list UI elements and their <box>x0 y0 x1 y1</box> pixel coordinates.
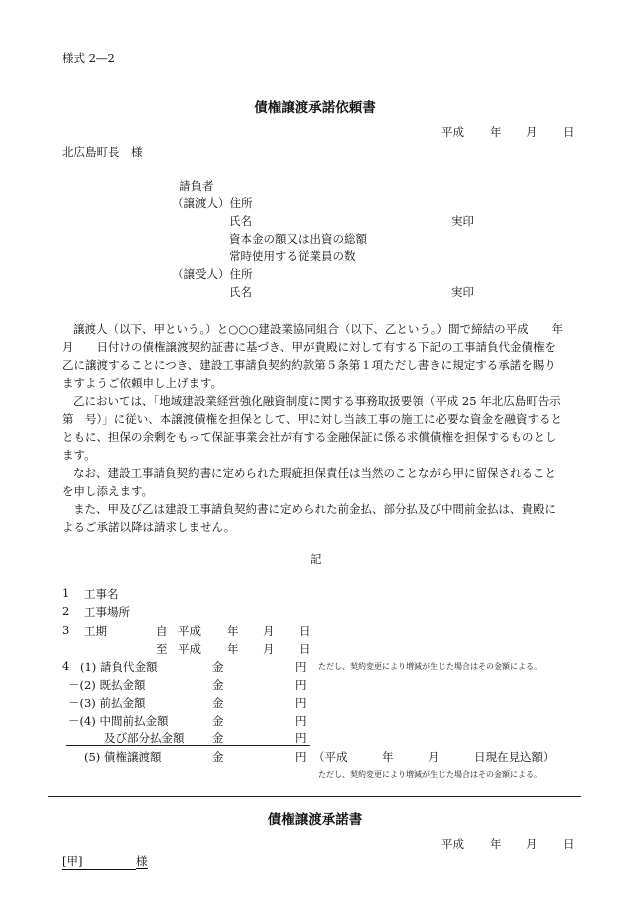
body-paragraphs <box>62 320 574 536</box>
assignor-address-label: （譲渡人）住所 <box>172 196 253 210</box>
paragraph-1-line: ますようご依頼申し上げます。 <box>62 376 223 390</box>
yen-label: 円 <box>295 660 307 674</box>
amount-label-interim: －(4) 中間前払金額 <box>68 714 169 728</box>
item-label-location: 工事場所 <box>84 605 130 619</box>
date-month: 月 <box>526 837 538 851</box>
period-era: 平成 <box>178 624 201 638</box>
consent-addressee-line <box>62 853 136 870</box>
yen-label: 円 <box>295 696 307 710</box>
kin-label: 金 <box>212 678 224 692</box>
item-label-period: 工期 <box>84 624 107 638</box>
capital-label: 資本金の額又は出資の総額 <box>229 232 367 246</box>
paragraph-1-line: 月 日付けの債権譲渡契約証書に基づき、甲が貴殿に対して有する下記の工事請負代金債権を <box>62 340 557 354</box>
amount-note: ただし、契約変更により増減が生じた場合はその金額による。 <box>318 662 542 671</box>
date-year: 年 <box>490 837 502 851</box>
period-day: 日 <box>299 642 311 656</box>
period-from: 自 <box>156 624 168 638</box>
item-number: 3 <box>62 623 70 637</box>
item-number: 2 <box>62 604 70 618</box>
paragraph-2-line: 乙においては、「地域建設業経営強化融資制度に関する事務取扱要領（平成 25 年北広島町告示 <box>73 394 561 408</box>
employees-label: 常時使用する従業員の数 <box>229 249 356 263</box>
paragraph-3-line: なお、建設工事請負契約書に定められた瑕疵担保責任は当然のことながら甲に留保されること <box>73 466 556 480</box>
kin-label: 金 <box>212 750 224 764</box>
kin-label: 金 <box>212 696 224 710</box>
item-label-project-name: 工事名 <box>84 587 119 601</box>
assignee-seal: 実印 <box>451 285 474 299</box>
item-number: 4 <box>62 659 70 673</box>
paragraph-3 <box>62 464 574 500</box>
period-year: 年 <box>227 642 239 656</box>
period-day: 日 <box>299 624 311 638</box>
consent-title <box>0 808 630 828</box>
consent-addressee <box>62 853 148 870</box>
assignor-seal: 実印 <box>451 214 474 228</box>
period-month: 月 <box>263 624 275 638</box>
period-era: 平成 <box>178 642 201 656</box>
item-number: 1 <box>62 586 70 600</box>
yen-label: 円 <box>295 731 307 745</box>
contractor-label: 請負者 <box>179 179 214 193</box>
amount-label-paid: －(2) 既払金額 <box>68 678 146 692</box>
date-day: 日 <box>563 837 575 851</box>
paragraph-4 <box>62 500 574 536</box>
amount-label-interim-2: 及び部分払金額 <box>104 731 185 745</box>
paragraph-2-line: ます。 <box>62 448 96 462</box>
amount-note: ただし、契約変更により増減が生じた場合はその金額による。 <box>318 770 542 779</box>
paragraph-1-line: 譲渡人（以下、甲という。）と○○○建設業協同組合（以下、乙という。）間で締結の平成 年 <box>73 322 564 336</box>
paragraph-2-line: ともに、担保の余剰をもって保証事業会社が有する金融保証に係る求償債権を担保するものとし <box>62 430 557 444</box>
kin-label: 金 <box>212 660 224 674</box>
assignor-name-label: 氏名 <box>229 214 252 228</box>
paragraph-3-line: を申し添えます。 <box>62 484 154 498</box>
paragraph-4-line: また、甲及び乙は建設工事請負契約書に定められた前金払、部分払及び中間前金払は、貴殿に <box>73 502 556 516</box>
section-divider <box>48 796 581 797</box>
paragraph-4-line: よるご承諾以降は請求しません。 <box>62 520 236 534</box>
addressee: 北広島町長 様 <box>62 145 143 159</box>
date-month: 月 <box>526 125 538 139</box>
kin-label: 金 <box>212 714 224 728</box>
amount-label-contract: (1) 請負代金額 <box>80 660 158 674</box>
date-era: 平成 <box>441 837 464 851</box>
paragraph-2 <box>62 392 574 464</box>
transfer-estimate-date: （平成 年 月 日現在見込額） <box>313 750 555 764</box>
consent-addressee-suffix: 様 <box>136 854 148 868</box>
date-year: 年 <box>490 125 502 139</box>
paragraph-1 <box>62 320 574 392</box>
document-title <box>0 96 630 116</box>
period-month: 月 <box>263 642 275 656</box>
period-to: 至 <box>156 642 168 656</box>
ki-heading: 記 <box>310 552 322 566</box>
sum-divider <box>66 745 310 746</box>
assignee-address-label: （譲受人）住所 <box>172 267 253 281</box>
consent-addressee-prefix: [甲] <box>62 854 83 868</box>
assignee-name-label: 氏名 <box>229 285 252 299</box>
period-year: 年 <box>227 624 239 638</box>
amount-label-transfer: (5) 債権譲渡額 <box>84 750 162 764</box>
paragraph-1-line: 乙に譲渡することにつき、建設工事請負契約約款第５条第１項ただし書きに規定する承諾を賜り <box>62 358 556 372</box>
consent-title-text: 債権譲渡承諾書 <box>267 812 363 828</box>
document-title-text: 債権譲渡承諾依頼書 <box>254 100 376 116</box>
amount-label-advance: －(3) 前払金額 <box>68 696 146 710</box>
yen-label: 円 <box>295 714 307 728</box>
date-era: 平成 <box>441 125 464 139</box>
yen-label: 円 <box>295 678 307 692</box>
kin-label: 金 <box>212 731 224 745</box>
paragraph-2-line: 第 号）」に従い、本譲渡債権を担保として、甲に対し当該工事の施工に必要な資金を融資すると <box>62 412 563 426</box>
yen-label: 円 <box>295 750 307 764</box>
form-number: 様式 2―2 <box>62 51 115 65</box>
date-day: 日 <box>563 125 575 139</box>
